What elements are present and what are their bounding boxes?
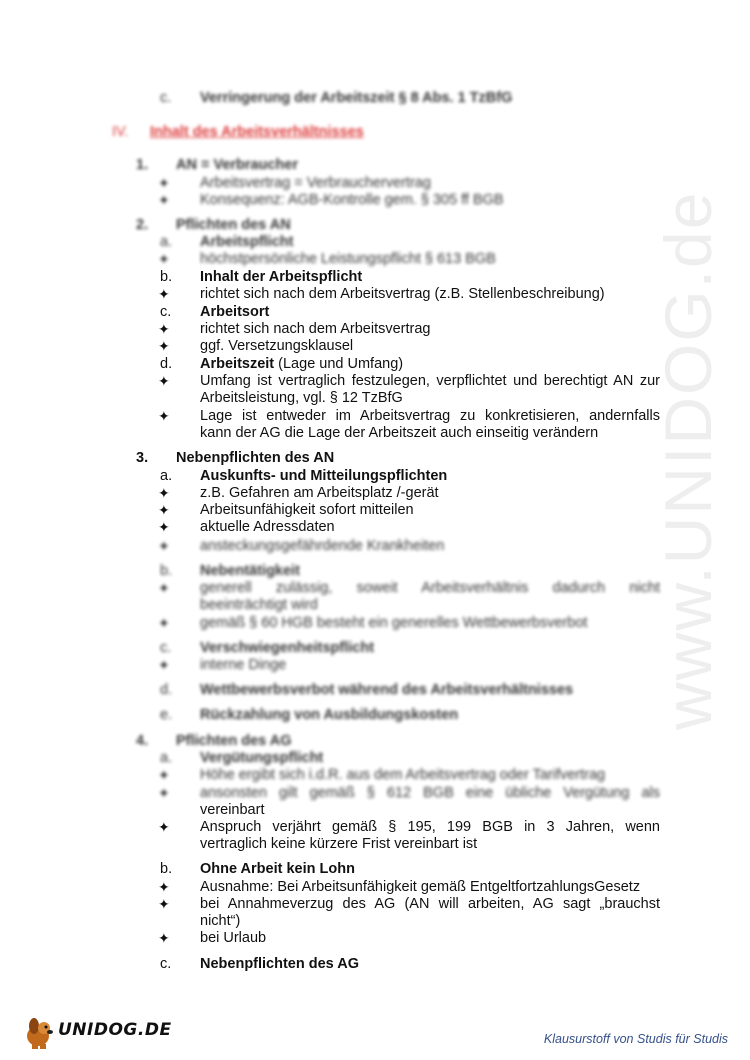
subsection-title: Pflichten des AG — [176, 733, 292, 749]
bullet-icon: ✦ — [158, 580, 170, 596]
bullet-icon: ✦ — [158, 519, 170, 535]
dog-icon — [22, 1012, 62, 1052]
bullet-text: bei Annahmeverzug des AG (AN will arbeiten, AG sagt „brauchst — [200, 896, 660, 912]
list-letter: b. — [160, 563, 173, 579]
bullet-text: z.B. Gefahren am Arbeitsplatz /-gerät — [200, 485, 439, 501]
section-number: IV. — [112, 124, 129, 140]
bullet-text: Arbeitsvertrag = Verbrauchervertrag — [200, 175, 431, 191]
bullet-icon: ✦ — [158, 175, 170, 191]
bullet-text: ansonsten gilt gemäß § 612 BGB eine übliche Vergütung als — [200, 785, 660, 801]
subsection-number: 2. — [136, 217, 149, 233]
bullet-text-cont: nicht“) — [200, 913, 241, 929]
bullet-text: Höhe ergibt sich i.d.R. aus dem Arbeitsvertrag oder Tarifvertrag — [200, 767, 606, 783]
bullet-text-cont: beeinträchtigt wird — [200, 597, 318, 613]
bullet-text: Anspruch verjährt gemäß § 195, 199 BGB in 3 Jahren, wenn — [200, 819, 660, 835]
list-item-title: Ohne Arbeit kein Lohn — [200, 861, 355, 877]
bullet-icon: ✦ — [158, 338, 170, 354]
bullet-text: Ausnahme: Bei Arbeitsunfähigkeit gemäß EntgeltfortzahlungsGesetz — [200, 879, 641, 895]
section-title: Inhalt des Arbeitsverhältnisses — [150, 124, 364, 140]
bullet-icon: ✦ — [158, 321, 170, 337]
bullet-icon: ✦ — [158, 502, 170, 518]
list-item-title: Nebenpflichten des AG — [200, 956, 359, 972]
list-item-title: Auskunfts- und Mitteilungspflichten — [200, 468, 448, 484]
list-letter: c. — [160, 640, 172, 656]
list-letter: b. — [160, 861, 173, 877]
bullet-icon: ✦ — [158, 930, 170, 946]
list-item-suffix: (Lage und Umfang) — [274, 356, 404, 372]
subsection-title: AN = Verbraucher — [176, 157, 299, 173]
bullet-text: Lage ist entweder im Arbeitsvertrag zu konkretisieren, andernfalls — [200, 408, 660, 424]
bullet-icon: ✦ — [158, 879, 170, 895]
bullet-icon: ✦ — [158, 896, 170, 912]
list-item-heading — [200, 356, 403, 373]
list-letter: d. — [160, 356, 173, 372]
bullet-text: höchstpersönliche Leistungspflicht § 613 BGB — [200, 251, 496, 267]
footer-tagline: Klausurstoff von Studis für Studis — [543, 1032, 728, 1046]
list-letter: c. — [160, 90, 172, 106]
bullet-text-cont: Arbeitsleistung, vgl. § 12 TzBfG — [200, 390, 403, 406]
list-letter: d. — [160, 682, 173, 698]
list-letter: b. — [160, 269, 173, 285]
list-item-title: Arbeitspflicht — [200, 234, 294, 250]
bullet-icon: ✦ — [158, 785, 170, 801]
bullet-text: bei Urlaub — [200, 930, 267, 946]
bullet-icon: ✦ — [158, 251, 170, 267]
bullet-icon: ✦ — [158, 657, 170, 673]
bullet-text: interne Dinge — [200, 657, 287, 673]
logo-text: UNIDOG.DE — [58, 1020, 172, 1040]
bullet-icon: ✦ — [158, 485, 170, 501]
bullet-text: ansteckungsgefährdende Krankheiten — [200, 538, 445, 554]
bullet-text: gemäß § 60 HGB besteht ein generelles Wettbewerbsverbot — [200, 615, 588, 631]
bullet-text: Konsequenz: AGB-Kontrolle gem. § 305 ff BGB — [200, 192, 504, 208]
list-item-title: Verschwiegenheitspflicht — [200, 640, 375, 656]
bullet-icon: ✦ — [158, 192, 170, 208]
bullet-text-cont: kann der AG die Lage der Arbeitszeit auch einseitig verändern — [200, 425, 599, 441]
list-item-title: Arbeitszeit — [200, 356, 275, 372]
list-letter: a. — [160, 234, 173, 250]
list-item-title: Verringerung der Arbeitszeit § 8 Abs. 1 TzBfG — [200, 90, 513, 106]
list-item-title: Nebentätigkeit — [200, 563, 300, 579]
bullet-icon: ✦ — [158, 373, 170, 389]
list-letter: a. — [160, 750, 173, 766]
list-item-title: Vergütungspflicht — [200, 750, 324, 766]
bullet-text: Arbeitsunfähigkeit sofort mitteilen — [200, 502, 414, 518]
list-item-title: Arbeitsort — [200, 304, 270, 320]
bullet-icon: ✦ — [158, 615, 170, 631]
bullet-text: ggf. Versetzungsklausel — [200, 338, 354, 354]
unidog-logo — [22, 1012, 172, 1052]
watermark: www.UNIDOG.de — [651, 190, 725, 730]
bullet-icon: ✦ — [158, 408, 170, 424]
bullet-text-cont: vertraglich keine kürzere Frist vereinbart ist — [200, 836, 478, 852]
list-letter: c. — [160, 304, 172, 320]
list-item-title: Inhalt der Arbeitspflicht — [200, 269, 363, 285]
subsection-title: Pflichten des AN — [176, 217, 291, 233]
list-letter: e. — [160, 707, 173, 723]
bullet-text: aktuelle Adressdaten — [200, 519, 335, 535]
bullet-text: generell zulässig, soweit Arbeitsverhältnis dadurch nicht — [200, 580, 660, 596]
list-letter: a. — [160, 468, 173, 484]
list-item-title: Wettbewerbsverbot während des Arbeitsverhältnisses — [200, 682, 574, 698]
bullet-text-cont: vereinbart — [200, 802, 265, 818]
bullet-icon: ✦ — [158, 538, 170, 554]
bullet-text: richtet sich nach dem Arbeitsvertrag — [200, 321, 431, 337]
subsection-number: 3. — [136, 450, 149, 466]
subsection-title: Nebenpflichten des AN — [176, 450, 335, 466]
bullet-text: richtet sich nach dem Arbeitsvertrag (z.B. Stellenbeschreibung) — [200, 286, 605, 302]
bullet-icon: ✦ — [158, 286, 170, 302]
subsection-number: 1. — [136, 157, 149, 173]
list-item-title: Rückzahlung von Ausbildungskosten — [200, 707, 459, 723]
bullet-icon: ✦ — [158, 819, 170, 835]
list-letter: c. — [160, 956, 172, 972]
subsection-number: 4. — [136, 733, 149, 749]
bullet-icon: ✦ — [158, 767, 170, 783]
bullet-text: Umfang ist vertraglich festzulegen, verpflichtet und berechtigt AN zur — [200, 373, 660, 389]
